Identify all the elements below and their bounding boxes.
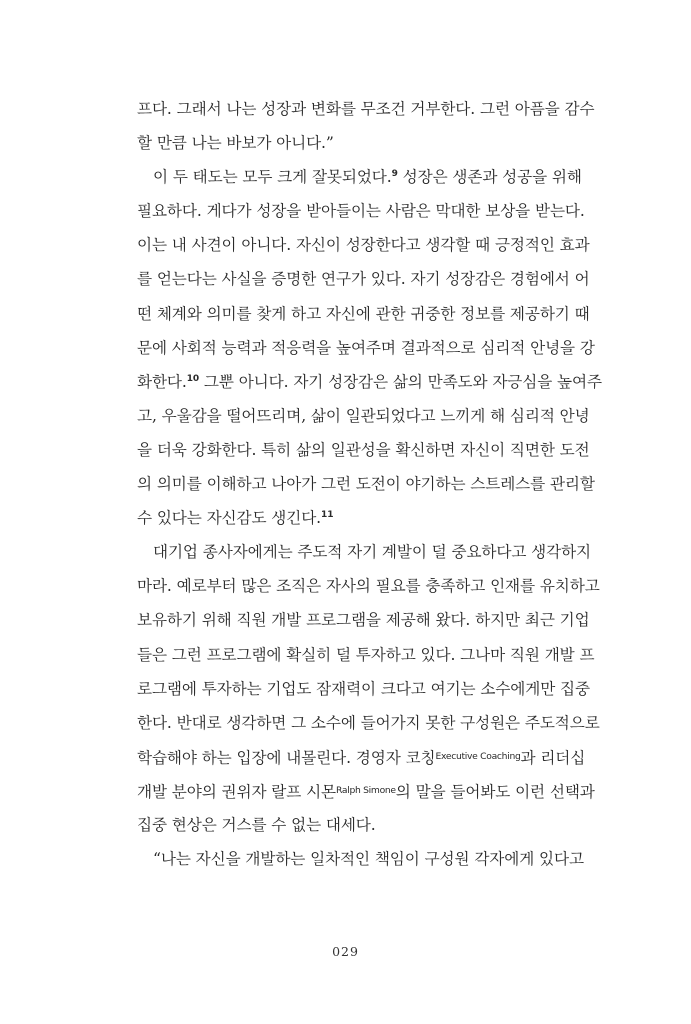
footnote-marker: 10	[186, 373, 200, 384]
text-line	[137, 842, 584, 876]
text-line	[137, 160, 581, 194]
text-segment: 집중 현상은 거스를 수 없는 대세다.	[137, 815, 376, 834]
text-segment: 문에 사회적 능력과 적응력을 높여주며 결과적으로 심리적 안녕을 강	[137, 338, 595, 357]
text-segment: 프다. 그래서 나는 성장과 변화를 무조건 거부한다. 그런 아픔을 감수	[137, 100, 595, 118]
text-segment: 이 두 태도는 모두 크게 잘못되었다.	[153, 168, 392, 187]
text-line	[137, 262, 590, 296]
page-number: 029	[332, 944, 359, 959]
text-segment: 할 만큼 나는 바보가 아니다.”	[137, 134, 334, 153]
text-line	[137, 740, 586, 774]
text-segment: 성장은 생존과 성공을 위해	[397, 168, 582, 187]
text-line	[137, 228, 590, 262]
text-segment: 수 있다는 자신감도 생긴다.	[137, 509, 322, 528]
text-line	[137, 194, 585, 228]
english-gloss: Ralph Simone	[336, 784, 396, 796]
text-line	[137, 808, 581, 842]
text-line	[137, 297, 590, 331]
footnote-marker: 9	[391, 169, 398, 180]
text-line	[137, 638, 595, 672]
text-line	[137, 774, 595, 808]
english-gloss: Executive Coaching	[435, 750, 521, 762]
text-line	[137, 535, 592, 569]
text-segment: 의 말을 들어봐도 이런 선택과	[395, 782, 595, 801]
body-text	[137, 92, 602, 876]
text-segment: 학습해야 하는 입장에 내몰린다. 경영자 코칭	[137, 748, 436, 767]
text-line	[137, 467, 595, 501]
text-segment: 들은 그런 프로그램에 확실히 덜 투자하고 있다. 그나마 직원 개발 프	[137, 645, 595, 664]
text-line	[137, 331, 595, 365]
text-line	[137, 501, 581, 535]
text-line	[137, 706, 600, 740]
text-segment: 그뿐 아니다. 자기 성장감은 삶의 만족도와 자긍심을 높여주	[199, 372, 602, 391]
text-segment: 보유하기 위해 직원 개발 프로그램을 제공해 왔다. 하지만 최근 기업	[137, 611, 590, 630]
text-segment: 을 더욱 강화한다. 특히 삶의 일관성을 확신하면 자신이 직면한 도전	[137, 440, 590, 459]
text-line	[137, 603, 590, 637]
text-segment: 한다. 반대로 생각하면 그 소수에 들어가지 못한 구성원은 주도적으로	[137, 713, 600, 732]
text-segment: 마라. 예로부터 많은 조직은 자사의 필요를 충족하고 인재를 유치하고	[137, 577, 600, 596]
text-segment: “나는 자신을 개발하는 일차적인 책임이 구성원 각자에게 있다고	[153, 850, 584, 869]
text-line	[137, 672, 590, 706]
text-segment: 필요하다. 게다가 성장을 받아들이는 사람은 막대한 보상을 받는다.	[137, 202, 585, 221]
text-line	[137, 92, 595, 126]
text-segment: 과 리더십	[520, 748, 586, 767]
text-line	[137, 365, 602, 399]
text-line	[137, 399, 590, 433]
text-segment: 떤 체계와 의미를 찾게 하고 자신에 관한 귀중한 정보를 제공하기 때	[137, 304, 590, 323]
footnote-marker: 11	[321, 510, 334, 521]
text-segment: 화한다.	[137, 372, 187, 391]
text-segment: 대기업 종사자에게는 주도적 자기 계발이 덜 중요하다고 생각하지	[153, 543, 592, 562]
text-line	[137, 433, 590, 467]
text-segment: 의 의미를 이해하고 나아가 그런 도전이 야기하는 스트레스를 관리할	[137, 475, 595, 494]
text-segment: 개발 분야의 권위자 랄프 시몬	[137, 782, 336, 801]
text-segment: 로그램에 투자하는 기업도 잠재력이 크다고 여기는 소수에게만 집중	[137, 679, 590, 698]
text-line	[137, 569, 600, 603]
text-segment: 고, 우울감을 떨어뜨리며, 삶이 일관되었다고 느끼게 해 심리적 안녕	[137, 406, 590, 425]
text-segment: 이는 내 사견이 아니다. 자신이 성장한다고 생각할 때 긍정적인 효과	[137, 236, 590, 255]
text-line	[137, 126, 581, 160]
text-segment: 를 얻는다는 사실을 증명한 연구가 있다. 자기 성장감은 경험에서 어	[137, 270, 590, 289]
